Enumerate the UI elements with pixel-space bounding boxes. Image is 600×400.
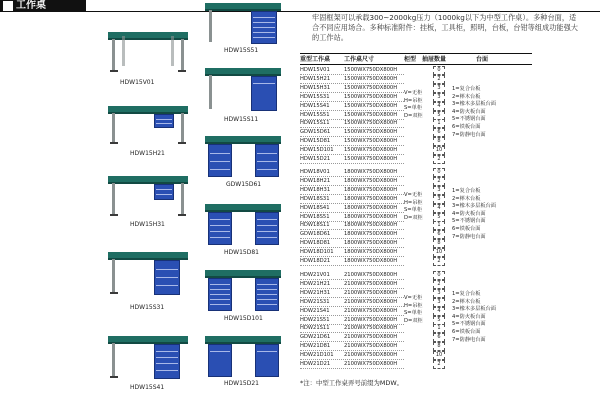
model-cell: HDW15H21	[300, 75, 331, 82]
drawer-count-box: 3	[433, 298, 445, 307]
size-cell: 1800WX750DX800H	[344, 186, 398, 193]
workbench-image	[108, 106, 188, 144]
product-label: HDW15D101	[224, 315, 263, 322]
top-option: 2=榉木台板	[452, 93, 481, 100]
size-cell: 2100WX750DX800H	[344, 289, 398, 296]
size-cell: 1500WX750DX800H	[344, 67, 398, 73]
size-cell: 1800WX750DX800H	[344, 195, 398, 202]
size-cell: 1500WX750DX800H	[344, 111, 398, 118]
product-label: HDW15D81	[224, 249, 259, 256]
rack-option: D=双柜	[404, 317, 423, 324]
model-cell: HDW15S11	[300, 120, 330, 127]
title-block	[0, 0, 86, 12]
model-cell: HDW18V01	[300, 169, 330, 175]
page-title: 工作桌	[16, 0, 46, 11]
workbench-image	[108, 176, 188, 216]
header-rack: 柜型	[404, 56, 417, 63]
size-cell: 1500WX750DX800H	[344, 84, 398, 91]
workbench-image	[205, 270, 281, 310]
rack-option: D=双柜	[404, 112, 423, 119]
size-cell: 2100WX750DX800H	[344, 272, 398, 278]
model-cell: HDW18S31	[300, 195, 330, 202]
size-cell: 1800WX750DX800H	[344, 213, 398, 220]
header-model: 重型工作桌	[300, 56, 331, 63]
drawer-count-box: 4	[433, 307, 445, 316]
drawer-count-box: 4	[433, 102, 445, 111]
model-cell: HDW18S51	[300, 213, 330, 220]
model-cell: GDW21D61	[300, 334, 331, 341]
drawer-count-box: 1	[433, 119, 445, 128]
product-label: HDW15S31	[130, 304, 165, 311]
top-legend	[452, 291, 496, 344]
drawer-count-box: 6	[433, 333, 445, 342]
size-cell: 1800WX750DX800H	[344, 169, 398, 175]
model-cell: HDW15S31	[300, 93, 330, 100]
drawer-count-box: 3	[433, 289, 445, 298]
model-cell: HDW21D81	[300, 343, 331, 350]
size-cell: 1500WX750DX800H	[344, 138, 398, 145]
size-cell: 1500WX750DX800H	[344, 147, 398, 154]
workbench-image	[205, 136, 281, 176]
size-cell: 1500WX750DX800H	[344, 93, 398, 100]
model-cell: HDW15S51	[300, 111, 330, 118]
table-header-rule	[300, 64, 532, 65]
workbench-image	[108, 336, 188, 378]
top-option: 3=橡木多层板台面	[452, 101, 496, 108]
drawer-count-box: 1	[433, 324, 445, 333]
model-cell: HDW15D101	[300, 147, 334, 154]
model-cell: HDW15S41	[300, 102, 330, 109]
row-separator	[300, 163, 404, 164]
drawer-count-box: 5	[433, 213, 445, 222]
drawer-count-box: 0	[433, 66, 445, 75]
top-option: 2=榉木台板	[452, 298, 481, 305]
top-option: 6=铁板台面	[452, 328, 481, 335]
rack-option: V=无柜	[404, 90, 423, 96]
size-cell: 2100WX750DX800H	[344, 352, 398, 359]
model-cell: HDW21D101	[300, 352, 334, 359]
model-cell: HDW21S51	[300, 316, 330, 323]
header-size: 工作桌尺寸	[344, 56, 375, 63]
product-label: HDW15H31	[130, 221, 165, 228]
drawer-count-box: 1	[433, 221, 445, 230]
top-option: 7=防静电台面	[452, 233, 486, 240]
drawer-count-box: 0	[433, 271, 445, 280]
top-option: 4=防火板台面	[452, 108, 486, 115]
size-cell: 2100WX750DX800H	[344, 307, 398, 314]
model-cell: HDW21H31	[300, 289, 331, 296]
rack-legend	[404, 90, 423, 120]
top-option: 7=防静电台面	[452, 131, 486, 138]
size-cell: 1800WX750DX800H	[344, 222, 398, 229]
drawer-count-box: 4	[433, 204, 445, 213]
drawer-count-box: 3	[433, 186, 445, 195]
size-cell: 1800WX750DX800H	[344, 240, 398, 247]
header-drawers: 抽屉数量	[422, 56, 447, 63]
top-option: 5=不锈钢台面	[452, 218, 486, 225]
model-cell: HDW21D21	[300, 361, 331, 367]
rack-option: S=单柜	[404, 105, 423, 111]
workbench-image	[205, 204, 281, 244]
workbench-image	[108, 252, 188, 294]
size-cell: 1500WX750DX800H	[344, 156, 398, 162]
drawer-count-box: 5	[433, 316, 445, 325]
size-cell: 1500WX750DX800H	[344, 102, 398, 109]
drawer-count-box: 8	[433, 342, 445, 351]
top-option: 1=复合台板	[452, 86, 481, 92]
size-cell: 1800WX750DX800H	[344, 204, 398, 211]
model-cell: HDW18D101	[300, 249, 334, 256]
drawer-count-box: 3	[433, 84, 445, 93]
rack-legend	[404, 192, 423, 222]
drawer-count-box: 10	[433, 248, 445, 257]
product-label: HDW15H21	[130, 150, 165, 157]
model-cell: HDW15D81	[300, 138, 331, 145]
drawer-count-box: 8	[433, 137, 445, 146]
rack-option: V=无柜	[404, 192, 423, 198]
footnote: *注：中型工作桌弄号前缀为MDW。	[300, 379, 404, 387]
size-cell: 1800WX750DX800H	[344, 249, 398, 256]
size-cell: 2100WX750DX800H	[344, 325, 398, 332]
size-cell: 1800WX750DX800H	[344, 231, 398, 238]
drawer-count-box: 6	[433, 230, 445, 239]
top-option: 3=橡木多层板台面	[452, 203, 496, 210]
model-cell: HDW15H31	[300, 84, 331, 91]
drawer-count-box: 2	[433, 177, 445, 186]
model-cell: HDW18H31	[300, 186, 331, 193]
model-cell: HDW21S41	[300, 307, 330, 314]
drawer-count-box: 0	[433, 168, 445, 177]
model-cell: HDW15V01	[300, 67, 330, 73]
top-option: 6=铁板台面	[452, 225, 481, 232]
top-option: 1=复合台板	[452, 188, 481, 194]
model-cell: GDW15D61	[300, 129, 331, 136]
model-cell: HDW18S41	[300, 204, 330, 211]
drawer-count-box: 2	[433, 257, 445, 266]
size-cell: 2100WX750DX800H	[344, 361, 398, 367]
row-separator	[300, 265, 404, 266]
drawer-count-box: 8	[433, 239, 445, 248]
header-rule	[86, 11, 600, 12]
drawer-count-box: 2	[433, 280, 445, 289]
size-cell: 1500WX750DX800H	[344, 120, 398, 127]
rack-option: V=无柜	[404, 295, 423, 301]
product-label: HDW15D21	[224, 380, 259, 387]
top-option: 7=防静电台面	[452, 336, 486, 343]
top-option: 4=防火板台面	[452, 210, 486, 217]
product-label: HDW15S41	[130, 384, 165, 391]
top-option: 4=防火板台面	[452, 313, 486, 320]
product-label: HDW15V01	[120, 79, 155, 86]
product-label: GDW15D61	[226, 181, 262, 188]
size-cell: 2100WX750DX800H	[344, 280, 398, 287]
workbench-image	[205, 3, 281, 43]
size-cell: 2100WX750DX800H	[344, 298, 398, 305]
drawer-count-box: 3	[433, 93, 445, 102]
intro-paragraph: 牢固框架可以承载300~2000kg压力（1000kg以下为中型工作桌）。多种台面，适合不同应用场合。多种标准附件：挂板，工具柜，照明，台板，台钳等组成功能强大的工作站。	[312, 13, 578, 42]
rack-option: S=单柜	[404, 310, 423, 316]
model-cell: HDW18D81	[300, 240, 331, 247]
top-option: 5=不锈钢台面	[452, 321, 486, 328]
model-cell: GDW18D61	[300, 231, 331, 238]
size-cell: 1800WX750DX800H	[344, 258, 398, 264]
top-legend	[452, 188, 496, 241]
model-cell: HDW21H21	[300, 280, 331, 287]
model-cell: HDW21S11	[300, 325, 330, 332]
top-legend	[452, 86, 496, 139]
workbench-image	[205, 336, 281, 376]
header-top: 台面	[476, 56, 489, 63]
drawer-count-box: 10	[433, 146, 445, 155]
top-option: 3=橡木多层板台面	[452, 306, 496, 313]
spec-table	[300, 54, 532, 376]
drawer-count-box: 3	[433, 195, 445, 204]
product-label: HDW15S51	[224, 47, 259, 54]
drawer-count-box: 5	[433, 111, 445, 120]
rack-option: H=吊柜	[404, 302, 423, 309]
rack-option: H=吊柜	[404, 97, 423, 104]
workbench-image	[205, 68, 281, 110]
rack-legend	[404, 295, 423, 325]
header-bar	[0, 0, 600, 12]
size-cell: 2100WX750DX800H	[344, 343, 398, 350]
model-cell: HDW21S31	[300, 298, 330, 305]
square-bullet-icon	[3, 1, 13, 11]
drawer-count-box: 2	[433, 155, 445, 164]
top-option: 2=榉木台板	[452, 195, 481, 202]
drawer-count-box: 2	[433, 75, 445, 84]
top-option: 5=不锈钢台面	[452, 116, 486, 123]
rack-option: S=单柜	[404, 207, 423, 213]
drawer-count-box: 2	[433, 360, 445, 369]
size-cell: 1500WX750DX800H	[344, 75, 398, 82]
model-cell: HDW18H21	[300, 177, 331, 184]
drawer-count-box: 6	[433, 128, 445, 137]
model-cell: HDW18S11	[300, 222, 330, 229]
model-cell: HDW18D21	[300, 258, 331, 264]
top-option: 6=铁板台面	[452, 123, 481, 130]
workbench-image	[108, 32, 188, 72]
rack-option: H=吊柜	[404, 199, 423, 206]
row-separator	[300, 368, 404, 369]
product-label: HDW15S11	[224, 116, 259, 123]
top-option: 1=复合台板	[452, 291, 481, 297]
size-cell: 2100WX750DX800H	[344, 316, 398, 323]
size-cell: 1500WX750DX800H	[344, 129, 398, 136]
model-cell: HDW21V01	[300, 272, 330, 278]
size-cell: 2100WX750DX800H	[344, 334, 398, 341]
drawer-count-box: 10	[433, 351, 445, 360]
rack-option: D=双柜	[404, 214, 423, 221]
model-cell: HDW15D21	[300, 156, 331, 162]
size-cell: 1800WX750DX800H	[344, 177, 398, 184]
